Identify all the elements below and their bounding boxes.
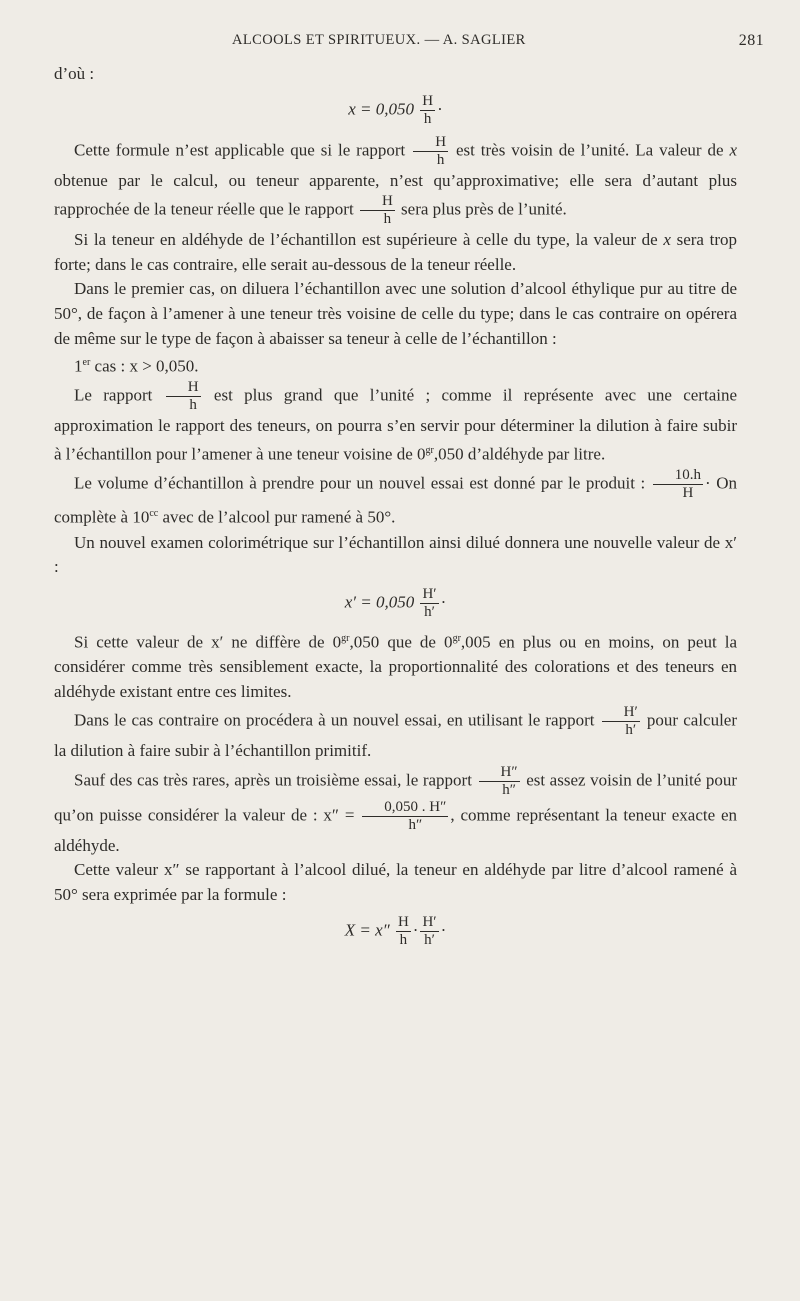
fraction-Hprime-over-hprime: $\frac{H'}{h'}$: [422, 913, 437, 948]
running-title: ALCOOLS ET SPIRITUEUX. — A. SAGLIER: [232, 32, 526, 48]
paragraph-alcool-dilue: Cette valeur x″ se rapportant à l’alcool dilué, la teneur en aldéhyde par litre d’alcool ramené à 50° sera exprimée par la formule :: [54, 860, 737, 904]
running-header: [0, 30, 800, 52]
equation-lhs: X = x″: [344, 919, 390, 939]
equation-lhs: x = 0,050: [348, 99, 414, 118]
paragraph-nouvel-examen: Un nouvel examen colorimétrique sur l’échantillon ainsi dilué donnera une nouvelle valeur de x′ :: [54, 532, 737, 577]
paragraph-doù: d’où :: [54, 64, 95, 83]
fraction-H-over-h: $\frac{H}{h}$: [413, 134, 448, 169]
fraction-Hprime-over-hprime: $\frac{H'}{h'}$: [422, 585, 437, 620]
equation-lhs: x′ = 0,050: [344, 592, 415, 612]
fraction-H-over-h: $\frac{H}{h}$: [422, 92, 434, 127]
paragraph-volume: Le volume d’échantillon à prendre pour un nouvel essai est donné par le produit : $\frac{10.h}{H}$ · On complète à $10^{cc}$ avec de l’alcool pur ramené à 50°.: [54, 467, 738, 527]
paragraph-cas-contraire: Dans le cas contraire on procédera à un nouvel essai, en utilisant le rapport $\frac{H'}{h'}$ pour calculer la dilution à faire subir à l’échantillon primitif.: [54, 704, 738, 761]
equation-x-prime: x′ = 0,050 $\frac{H'}{h'}$ ·: [344, 585, 447, 620]
paragraph-rapport: Le rapport $\frac{H}{h}$ est plus grand que l’unité ; comme il représente avec une certaine approximation le rapport des teneurs, on pourra s’en servir pour déterminer la dilution à faire subir à l’échantillon pour l’amener à une teneur voisine de $0^{gr},050$ d’aldéhyde par litre.: [54, 379, 738, 464]
paragraph-troisieme-essai: Sauf des cas très rares, après un troisième essai, le rapport $\frac{H''}{h''}$ est assez voisin de l’unité pour qu’on puisse considérer la valeur de : x″ = $\frac{0,050 . H''}{h''}$ , comme représentant la teneur exacte en aldéhyde.: [54, 763, 738, 855]
fraction-H-over-h: $\frac{H}{h}$: [360, 193, 395, 228]
fraction-Hprime-over-hprime: $\frac{H'}{h'}$: [602, 704, 640, 739]
body-text: [54, 62, 737, 955]
paragraph-premier-cas: Dans le premier cas, on diluera l’échantillon avec une solution d’alcool éthylique pur au titre de 50°, de façon à l’amener à une teneur très voisine de celle du type; dans le cas contraire on opérera de même sur le type de façon à abaisser sa teneur à celle de l’échantillon :: [54, 279, 737, 348]
fraction-H-over-h: $\frac{H}{h}$: [166, 379, 201, 414]
fraction-H-over-h: $\frac{H}{h}$: [397, 913, 409, 948]
fraction-x-second: $\frac{0,050 . H''}{h''}$: [362, 799, 448, 834]
equation-x: x = 0,050 $\frac{H}{h}$ ·: [348, 92, 443, 127]
fraction-10h-over-H: $\frac{10.h}{H}$: [653, 467, 703, 502]
fraction-Hsecond-over-hsecond: $\frac{H''}{h''}$: [479, 764, 520, 799]
case-heading: 1er cas : x > 0,050.: [74, 356, 199, 376]
paragraph-formule: Cette formule n’est applicable que si le rapport $\frac{H}{h}$ est très voisin de l’unité. La valeur de x obtenue par le calcul, ou teneur apparente, n’est qu’approximative; elle sera d’autant plus rapprochée de la teneur réelle que le rapport $\frac{H}{h}$ sera plus près de l’unité.: [54, 133, 737, 228]
paragraph-teneur: Si la teneur en aldéhyde de l’échantillon est supérieure à celle du type, la valeur de x sera trop forte; dans le cas contraire, elle serait au-dessous de la teneur réelle.: [54, 230, 738, 274]
paragraph-valeur: Si cette valeur de x′ ne diffère de $0^{gr},050$ que de $0^{gr},005$ en plus ou en moins, on peut la considérer comme très sensiblement exacte, la proportionnalité des colorations et des teneurs en aldéhyde existant entre ces limites.: [54, 632, 738, 701]
equation-X: X = x″ $\frac{H}{h}$ · $\frac{H'}{h'}$ ·: [344, 913, 447, 948]
page-number: 281: [738, 32, 764, 49]
